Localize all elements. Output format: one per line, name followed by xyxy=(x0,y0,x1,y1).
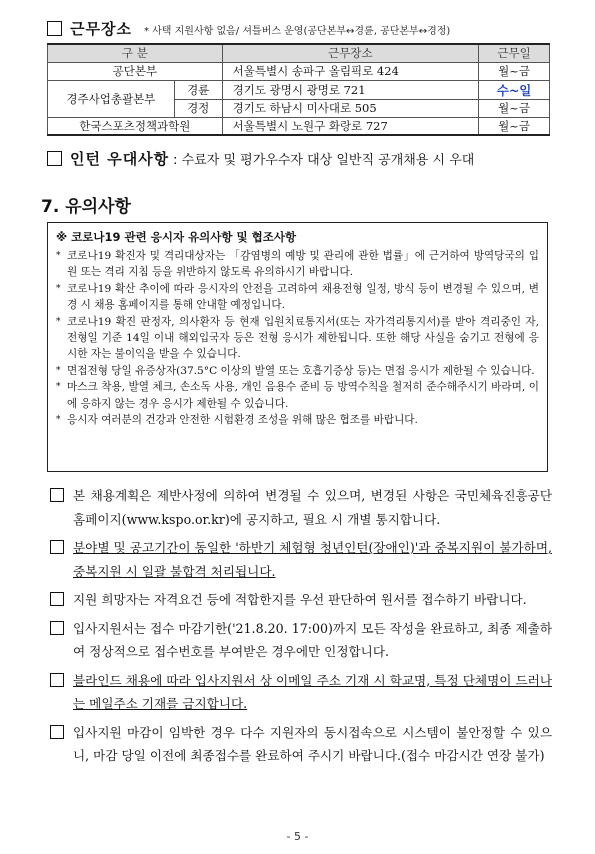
notice-item: * 코로나19 확진 판정자, 의사환자 등 현재 입원치료통지서(또는 자가격리통지서)를 받아 격리중인 자, 전형일 기준 14일 이내 해외입국자 등은 전형 응시가 제한됩니다. 또한 해당 사실을 숨기고 전형에 응시한 자는 불이익을 받을 수 있습니다. xyxy=(56,314,539,363)
dept-cell: 경주사업총괄본부 xyxy=(48,80,175,117)
bullet-star-icon: * xyxy=(56,251,61,261)
rule-item: 분야별 및 공고기간이 동일한 '하반기 체험형 청년인턴(장애인)'과 중복지원이 불가하며, 중복지원 시 일괄 불합격 처리됩니다. xyxy=(50,536,552,583)
checkbox-square-icon xyxy=(47,151,62,166)
address-cell: 서울특별시 노원구 화랑로 727 xyxy=(222,117,478,135)
workdays-cell: 월~금 xyxy=(479,117,550,135)
sub-dept-cell: 경정 xyxy=(174,99,222,117)
checkbox-square-icon xyxy=(50,540,64,554)
page-number: - 5 - xyxy=(286,830,309,843)
header-location: 근무장소 xyxy=(222,44,478,62)
checkbox-square-icon xyxy=(50,673,64,687)
table-header-row xyxy=(48,44,550,62)
section-title: 7. 유의사항 xyxy=(41,197,131,217)
workdays-cell-highlight: 수~일 xyxy=(479,80,550,99)
workplace-heading xyxy=(47,18,450,39)
checkbox-square-icon xyxy=(50,488,64,502)
notice-item: * 마스크 착용, 발열 체크, 손소독 사용, 개인 음용수 준비 등 방역수칙을 철저히 준수해주시기 바라며, 이에 응하지 않는 경우 응시가 제한될 수 있습니다. xyxy=(56,379,539,412)
preference-heading xyxy=(47,148,474,169)
workdays-cell: 월~금 xyxy=(479,62,550,80)
dept-cell: 공단본부 xyxy=(48,62,223,80)
table-row xyxy=(48,117,550,135)
address-cell: 경기도 광명시 광명로 721 xyxy=(222,80,478,99)
table-row xyxy=(48,80,550,99)
bullet-star-icon: * xyxy=(56,415,61,426)
rule-item: 입사지원서는 접수 마감기한('21.8.20. 17:00)까지 모든 작성을 완료하고, 최종 제출하여 정상적으로 접수번호를 부여받은 경우에만 인정합니다. xyxy=(50,617,552,664)
rules-list xyxy=(50,484,552,773)
address-cell: 서울특별시 송파구 올림픽로 424 xyxy=(222,62,478,80)
preference-title: 인턴 우대사항 xyxy=(70,150,170,168)
bullet-star-icon: * xyxy=(56,283,61,294)
sub-dept-cell: 경륜 xyxy=(174,80,222,99)
header-workdays: 근무일 xyxy=(479,44,550,62)
checkbox-square-icon xyxy=(47,21,62,36)
notice-item: * 코로나19 확산 추이에 따라 응시자의 안전을 고려하여 채용전형 일정, 방식 등이 변경될 수 있으며, 변경 시 채용 홈페이지를 통해 안내할 예정입니다. xyxy=(56,281,539,314)
notice-title: ※ 코로나19 관련 응시자 유의사항 및 협조사항 xyxy=(56,230,297,244)
notice-item: * 응시자 여러분의 건강과 안전한 시험환경 조성을 위해 많은 협조를 바랍니다. xyxy=(56,412,539,428)
table-row xyxy=(48,62,550,80)
rule-item: 입사지원 마감이 임박한 경우 다수 지원자의 동시접속으로 시스템이 불안정할 수 있으니, 마감 당일 이전에 최종접수를 완료하여 주시기 바랍니다.(접수 마감시간 연장 불가) xyxy=(50,721,552,768)
rule-item: 블라인드 채용에 따라 입사지원서 상 이메일 주소 기재 시 학교명, 특정 단체명이 드러나는 메일주소 기재를 금지합니다. xyxy=(50,669,552,716)
rule-item: 본 채용계획은 제반사정에 의하여 변경될 수 있으며, 변경된 사항은 국민체육진흥공단 홈페이지(www.kspo.or.kr)에 공지하고, 필요 시 개별 통지합니다. xyxy=(50,484,552,531)
bullet-star-icon: * xyxy=(56,316,61,327)
notice-item: * 코로나19 확진자 및 격리대상자는 「감염병의 예방 및 관리에 관한 법률」에 근거하여 방역당국의 입원 또는 격리 지침 등을 위반하지 않도록 유의하시기 바랍니다. xyxy=(56,248,539,281)
covid-notice-box xyxy=(47,222,548,472)
notice-item: * 면접전형 당일 유증상자(37.5°C 이상의 발열 또는 호흡기증상 등)는 면접 응시가 제한될 수 있습니다. xyxy=(56,363,539,379)
workplace-note: * 사택 지원사항 없음/ 셔틀버스 운영(공단본부↔경륜, 공단본부↔경정) xyxy=(143,26,451,37)
preference-text: : 수료자 및 평가우수자 대상 일반직 공개채용 시 우대 xyxy=(173,153,475,168)
address-cell: 경기도 하남시 미사대로 505 xyxy=(222,99,478,117)
bullet-star-icon: * xyxy=(56,365,61,376)
rule-item: 지원 희망자는 자격요건 등에 적합한지를 우선 판단하여 원서를 접수하기 바랍니다. xyxy=(50,588,552,612)
checkbox-square-icon xyxy=(50,725,64,739)
header-category: 구 분 xyxy=(48,44,223,62)
workplace-table xyxy=(47,43,550,136)
checkbox-square-icon xyxy=(50,621,64,635)
checkbox-square-icon xyxy=(50,592,64,606)
workdays-cell: 월~금 xyxy=(479,99,550,117)
bullet-star-icon: * xyxy=(56,382,61,393)
workplace-title: 근무장소 xyxy=(70,20,132,38)
dept-cell: 한국스포츠정책과학원 xyxy=(48,117,223,135)
